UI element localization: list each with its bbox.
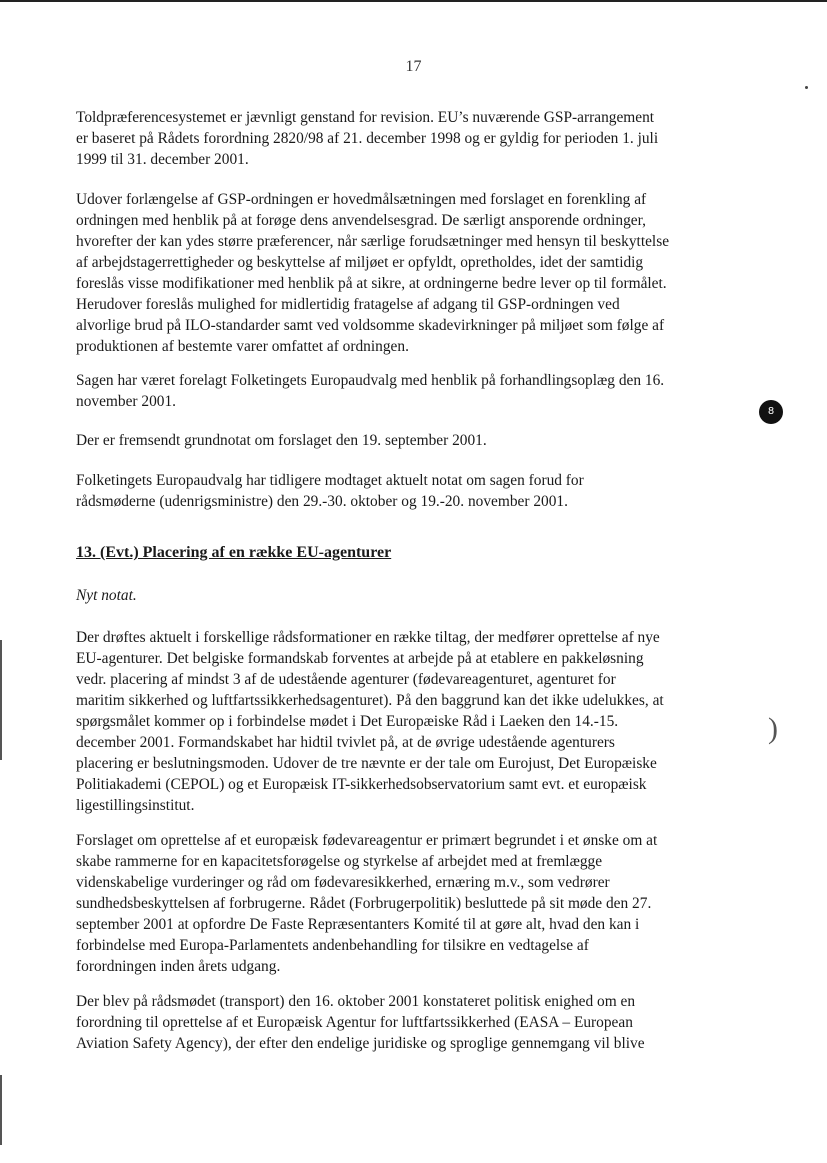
paragraph-europaudvalg: Sagen har været forelagt Folketingets Europaudvalg med henblik på forhandlingsoplæg den 16. november 2001. (76, 372, 665, 410)
section-subheading: Nyt notat. (76, 587, 137, 604)
scan-artifact-paren: ) (768, 712, 778, 745)
scan-speck (805, 86, 808, 89)
scan-left-mark (0, 1075, 2, 1145)
scan-left-mark (0, 640, 2, 760)
paragraph-aktuelt-notat: Folketingets Europaudvalg har tidligere modtaget aktuelt notat om sagen forud for rådsmøderne (udenrigsministre) den 29.-30. oktober og 19.-20. november 2001. (76, 472, 584, 510)
page-number: 17 (405, 58, 422, 75)
section-heading: 13. (Evt.) Placering af en række EU-agenturer (76, 544, 392, 561)
paragraph-gsp-revision: Toldpræferencesystemet er jævnligt genstand for revision. EU’s nuværende GSP-arrangement er baseret på Rådets forordning 2820/98 af 21. december 1998 og er gyldig for perioden 1. juli 1999 til 31. december 2001. (76, 109, 659, 168)
paragraph-grundnotat: Der er fremsendt grundnotat om forslaget den 19. september 2001. (76, 432, 487, 449)
paragraph-foedevareagentur: Forslaget om oprettelse af et europæisk fødevareagentur er primært begrundet i et ønske om at skabe rammerne for en kapacitetsforøgelse og styrkelse af arbejdet med at fremlægge videnskabelige vurderinger og råd om fødevaresikkerhed, ernæring m.v., som vedrører sundhedsbeskyttelsen af forbrugerne. Rådet (Forbrugerpolitik) besluttede på sit møde den 27. september 2001 at opfordre De Faste Repræsentanters Komité til at gøre alt, hvad den kan i forbindelse med Europa-Parlamentets andenbehandling for tilsikre en vedtagelse af forordningen inden årets udgang. (76, 832, 658, 975)
scan-top-border (0, 0, 827, 2)
margin-marker-badge: 8 (759, 400, 783, 424)
paragraph-gsp-objective: Udover forlængelse af GSP-ordningen er hovedmålsætningen med forslaget en forenkling af ordningen med henblik på at forøge dens anvendelsesgrad. De særligt ansporende ordninger, hvorefter der kan ydes større præferencer, når særlige forudsætninger med hensyn til beskyttelse af arbejdstagerrettigheder og beskyttelse af miljøet er opfyldt, opretholdes, idet der samtidig foreslås visse modifikationer med henblik på at sikre, at ordningerne bedre lever op til formålet. Herudover foreslås mulighed for midlertidig fratagelse af adgang til GSP-ordningen ved alvorlige brud på ILO-standarder samt ved voldsomme skadevirkninger på miljøet som følge af produktionen af bestemte varer omfattet af ordningen. (76, 191, 670, 355)
paragraph-eu-agenturer: Der drøftes aktuelt i forskellige rådsformationer en række tiltag, der medfører oprettelse af nye EU-agenturer. Det belgiske formandskab forventes at arbejde på at etablere en pakkeløsning vedr. placering af mindst 3 af de udestående agenturer (fødevareagenturet, agenturet for maritim sikkerhed og luftfartssikkerhedsagenturet). På den baggrund kan det ikke udelukkes, at spørgsmålet kommer op i forbindelse mødet i Det Europæiske Råd i Laeken den 14.-15. december 2001. Formandskabet har hidtil tvivlet på, at de øvrige udestående agenturers placering er beslutningsmoden. Udover de tre nævnte er der tale om Eurojust, Det Europæiske Politiakademi (CEPOL) og et Europæisk IT-sikkerhedsobservatorium samt evt. et europæisk ligestillingsinstitut. (76, 629, 664, 814)
paragraph-easa: Der blev på rådsmødet (transport) den 16. oktober 2001 konstateret politisk enighed om en forordning til oprettelse af et Europæisk Agentur for luftfartssikkerhed (EASA – European Aviation Safety Agency), der efter den endelige juridiske og sproglige gennemgang vil blive (76, 993, 645, 1052)
